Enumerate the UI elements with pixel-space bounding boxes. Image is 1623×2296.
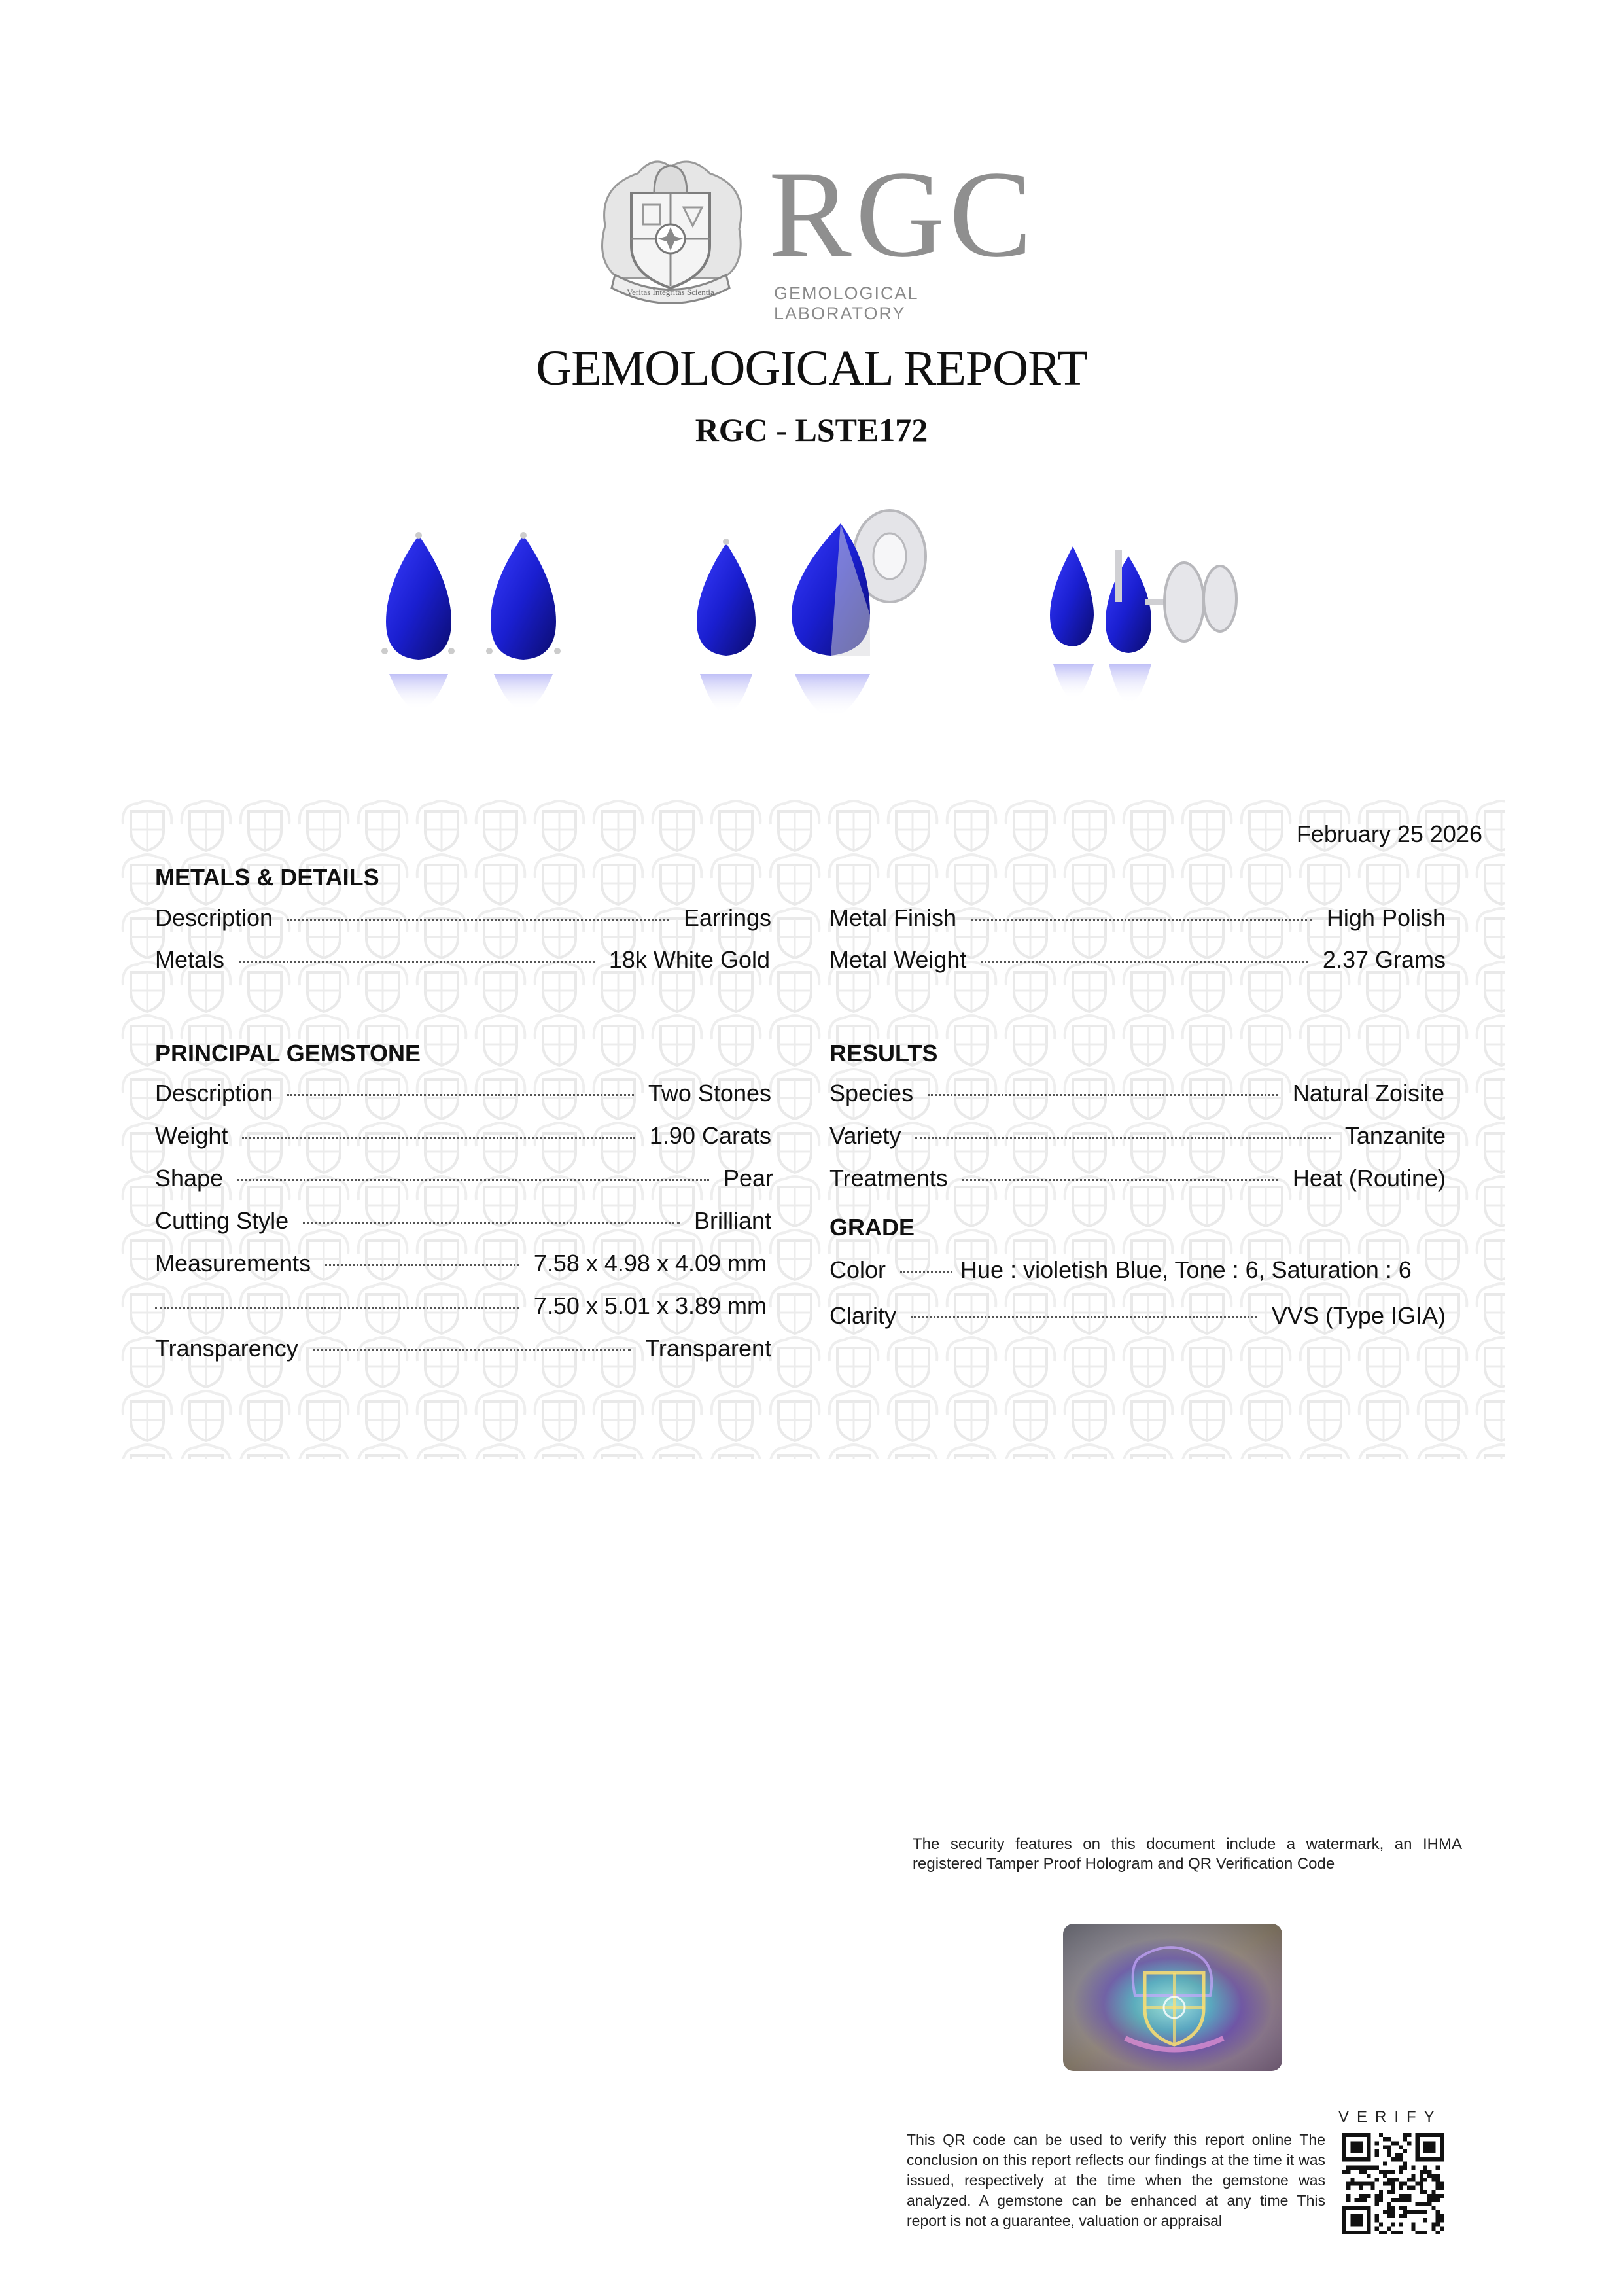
row-value: 1.90 Carats — [649, 1122, 771, 1149]
row-label: Color — [829, 1256, 886, 1283]
gem-row-measurements — [155, 1250, 767, 1282]
gem-row-weight — [155, 1122, 771, 1155]
hologram-icon — [1063, 1924, 1282, 2071]
dot-leader — [242, 1137, 635, 1139]
verify-note: This QR code can be used to verify this report online The conclusion on this report reflects our findings at the time it was issued, respectively at the time when the gemstone was analyzed. A gemstone can be enhanced at any time This report is not a guarantee, valuation or appraisal — [907, 2131, 1325, 2229]
row-value: Heat (Routine) — [1292, 1165, 1446, 1192]
dot-leader — [971, 919, 1312, 921]
row-label: Measurements — [155, 1250, 311, 1277]
dot-leader — [237, 1179, 709, 1181]
results-row-variety — [829, 1122, 1446, 1155]
earrings-front-photo — [347, 484, 595, 772]
dot-leader — [155, 1307, 519, 1309]
verify-label: VERIFY — [1338, 2108, 1442, 2126]
row-value: 18k White Gold — [608, 946, 770, 973]
row-value: Earrings — [683, 904, 771, 931]
earrings-side-photo — [674, 484, 955, 772]
row-label: Shape — [155, 1165, 224, 1192]
row-value: Two Stones — [648, 1080, 771, 1106]
row-label: Weight — [155, 1122, 228, 1149]
earrings-angle-photo — [1021, 484, 1295, 772]
row-value: 7.58 x 4.98 x 4.09 mm — [533, 1250, 767, 1277]
dot-leader — [313, 1349, 631, 1351]
row-value: Brilliant — [693, 1207, 771, 1234]
row-value: 7.50 x 5.01 x 3.89 mm — [533, 1292, 767, 1319]
row-label: Metal Finish — [829, 904, 957, 931]
grade-row-clarity — [829, 1302, 1446, 1335]
row-value: Tanzanite — [1344, 1122, 1446, 1149]
dot-leader — [239, 961, 595, 963]
metals-row-weight — [829, 946, 1446, 979]
row-value: Transparent — [645, 1335, 771, 1362]
page-title: GEMOLOGICAL REPORT — [536, 341, 1087, 396]
results-heading: RESULTS — [829, 1040, 938, 1067]
dot-leader — [287, 1094, 634, 1096]
row-value: High Polish — [1326, 904, 1446, 931]
row-label: Variety — [829, 1122, 901, 1149]
gem-row-shape — [155, 1165, 773, 1197]
logo-motto: Veritas Integritas Scientia — [627, 287, 714, 297]
row-label: Treatments — [829, 1165, 948, 1192]
dot-leader — [900, 1271, 952, 1273]
row-label: Metal Weight — [829, 946, 967, 973]
rgc-logo — [592, 146, 1036, 323]
results-row-species — [829, 1080, 1444, 1112]
row-value: 2.37 Grams — [1322, 946, 1446, 973]
dot-leader — [287, 919, 669, 921]
row-label: Transparency — [155, 1335, 298, 1362]
gem-row-measurements-2 — [155, 1292, 767, 1325]
gem-row-description — [155, 1080, 771, 1112]
qr-code-icon[interactable] — [1342, 2133, 1444, 2234]
row-label: Species — [829, 1080, 914, 1106]
dot-leader — [911, 1316, 1257, 1318]
metals-row-finish — [829, 904, 1446, 937]
logo-wordmark: RGC — [769, 146, 1036, 283]
grade-heading: GRADE — [829, 1214, 915, 1241]
gemstone-heading: PRINCIPAL GEMSTONE — [155, 1040, 421, 1067]
dot-leader — [303, 1222, 680, 1224]
logo-subtitle: GEMOLOGICAL LABORATORY — [774, 283, 918, 323]
row-label: Description — [155, 904, 273, 931]
metals-heading: METALS & DETAILS — [155, 864, 379, 891]
dot-leader — [962, 1179, 1278, 1181]
security-note: The security features on this document include a watermark, an IHMA registered Tamper Proof Hologram and QR Verification Code — [913, 1835, 1462, 1873]
report-number: RGC - LSTE172 — [695, 412, 928, 448]
row-label: Clarity — [829, 1302, 897, 1329]
row-label: Description — [155, 1080, 273, 1106]
row-label: Cutting Style — [155, 1207, 289, 1234]
grade-row-color — [829, 1256, 1435, 1289]
dot-leader — [981, 961, 1308, 963]
dot-leader — [915, 1137, 1331, 1139]
row-value: Hue : violetish Blue, Tone : 6, Saturation : 6 — [960, 1256, 1412, 1283]
gem-row-cutting-style — [155, 1207, 771, 1240]
row-value: Natural Zoisite — [1292, 1080, 1444, 1106]
dot-leader — [928, 1094, 1278, 1096]
dot-leader — [325, 1264, 519, 1266]
row-value: Pear — [723, 1165, 773, 1192]
report-date: February 25 2026 — [1296, 821, 1482, 847]
metals-row-metals — [155, 946, 770, 979]
row-value: VVS (Type IGIA) — [1271, 1302, 1446, 1329]
results-row-treatments — [829, 1165, 1446, 1197]
metals-row-description — [155, 904, 771, 937]
gem-row-transparency — [155, 1335, 771, 1368]
row-label: Metals — [155, 946, 225, 973]
